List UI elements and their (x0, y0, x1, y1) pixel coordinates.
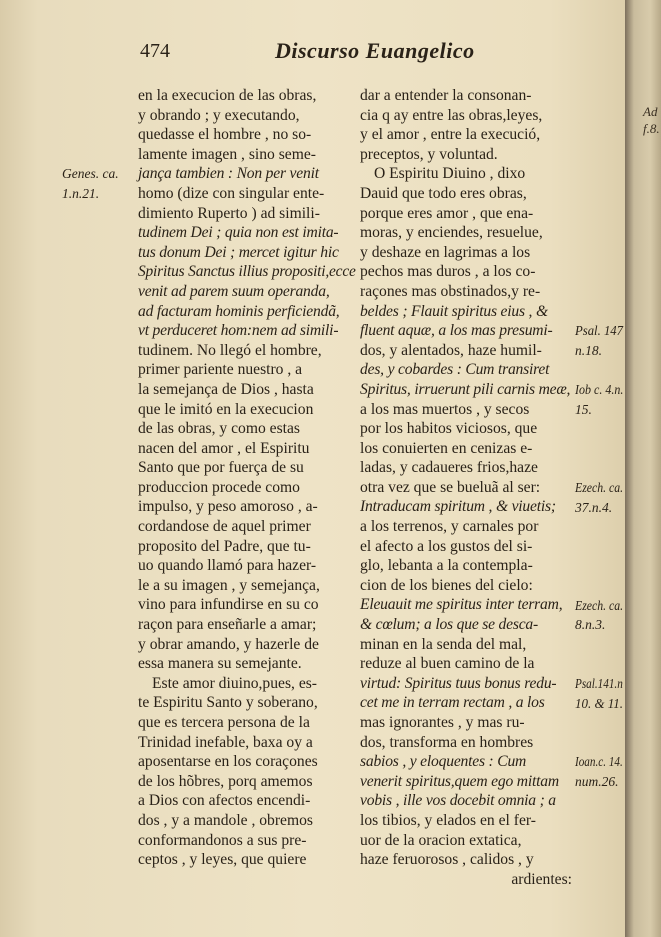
text-line: los conuierten en cenizas e- (360, 439, 533, 457)
text-line: por los habitos viciosos, que (360, 420, 538, 438)
text-line: glo, lebanta a la contempla- (360, 557, 533, 575)
text-line: el afecto a los gustos del si- (360, 537, 533, 555)
text-line: venerit spiritus,quem ego mittam (360, 772, 559, 790)
page-number: 474 (140, 40, 170, 62)
text-line: de los hõbres, porq amemos (138, 772, 313, 790)
text-line: quedasse el hombre , no so- (138, 126, 312, 144)
text-line: vt perduceret hom:nem ad simili- (138, 322, 339, 340)
text-line: & cœlum; a los que se desca- (360, 616, 539, 634)
margin-reference: n.18. (575, 342, 602, 358)
text-line: cet me in terram rectam , a los (360, 694, 545, 712)
text-line: essa manera su semejante. (138, 655, 302, 673)
text-line: pechos mas duros , a los co- (360, 263, 536, 281)
text-line: uor de la oracion extatica, (360, 831, 522, 849)
text-line: ardientes: (511, 870, 572, 888)
text-line: dos , y a mandole , obremos (138, 811, 313, 829)
text-line: y el amor , entre la execució, (360, 126, 541, 144)
text-line: nacen del amor , el Espiritu (138, 439, 310, 457)
text-line: le a su imagen , y semejança, (138, 576, 320, 594)
text-line: dimiento Ruperto ) ad simili- (138, 204, 320, 222)
margin-reference: Psal. 147 (575, 323, 624, 339)
facing-page-text: Ad (643, 104, 658, 119)
text-line: y obrar amando, y hazerle de (138, 635, 319, 653)
margin-reference: 8.n.3. (575, 617, 606, 633)
text-line: Dauid que todo eres obras, (360, 184, 527, 202)
text-line: mas ignorantes , y mas ru- (360, 714, 525, 731)
text-line: te Espiritu Santo y soberano, (138, 694, 318, 712)
margin-reference: 37.n.4. (575, 499, 613, 515)
text-line: vobis , ille vos docebit omnia ; a (360, 792, 556, 810)
text-line: lamente imagen , sino seme- (138, 145, 316, 163)
text-line: ad facturam hominis perficiendã, (138, 302, 340, 320)
margin-reference: num.26. (575, 774, 619, 789)
text-line: en la execucion de las obras, (138, 87, 317, 104)
text-line: produccion procede como (138, 478, 300, 496)
text-line: O Espiritu Diuino , dixo (374, 165, 526, 183)
facing-page-text: f.8. (643, 121, 660, 136)
facing-page-edge (625, 0, 661, 937)
text-line: primer pariente nuestro , a (138, 361, 303, 379)
text-line: conformandonos a sus pre- (138, 831, 307, 849)
text-line: haze feruorosos , calidos , y (360, 851, 534, 869)
right-text-column (360, 86, 572, 889)
text-line: beldes ; Flauit spiritus eius , & (360, 302, 548, 320)
text-line: dos, y alentados, haze humil- (360, 341, 542, 359)
text-line: uo quando llamó para hazer- (138, 557, 317, 575)
text-line: cion de los bienes del cielo: (360, 576, 533, 594)
margin-reference: Ioan.c. 14. (575, 754, 623, 770)
text-line: vino para infundirse en su co (138, 596, 319, 614)
text-line: raçones mas obstinados,y re- (360, 282, 541, 300)
text-line: sabios , y eloquentes : Cum (360, 753, 527, 771)
text-line: proposito del Padre, que tu- (138, 537, 311, 555)
running-head: Discurso Euangelico (275, 38, 475, 63)
margin-reference: Ezech. ca. (575, 597, 624, 613)
text-line: moras, y enciendes, resuelue, (360, 224, 543, 242)
text-line: y deshaze en lagrimas a los (360, 243, 531, 261)
left-text-column (138, 86, 356, 870)
text-line: tudinem. No llegó el hombre, (138, 341, 322, 359)
text-line: Spiritus, irruerunt pili carnis meæ, (360, 380, 571, 398)
margin-reference: Psal.141.n (575, 676, 623, 691)
text-line: Este amor diuino,pues, es- (152, 674, 317, 692)
text-line: impulso, y peso amoroso , a- (138, 498, 318, 516)
text-line: homo (dize con singular ente- (138, 184, 325, 202)
text-line: preceptos, y voluntad. (360, 145, 498, 163)
text-line: Intraducam spiritum , & viuetis; (360, 498, 556, 516)
text-line: que es tercera persona de la (138, 714, 310, 731)
text-line: tus donum Dei ; mercet igitur hic (138, 243, 339, 261)
text-line: a los mas muertos , y secos (360, 400, 530, 418)
text-line: jança tambien : Non per venit (138, 165, 319, 183)
text-line: y obrando ; y executando, (138, 106, 300, 124)
text-line: reduze al buen camino de la (360, 655, 535, 673)
margin-reference: Genes. ca. (62, 166, 119, 182)
text-line: tudinem Dei ; quia non est imita- (138, 224, 339, 242)
text-line: Eleuauit me spiritus inter terram, (360, 596, 563, 614)
text-line: fluent aquæ, a los mas presumi- (360, 322, 553, 340)
text-line: porque eres amor , que ena- (360, 204, 534, 222)
text-line: de las obras, y como estas (138, 420, 300, 438)
text-line: cia q ay entre las obras,leyes, (360, 106, 543, 124)
text-line: dar a entender la consonan- (360, 87, 532, 104)
text-line: dos, transforma en hombres (360, 733, 534, 751)
margin-reference: Iob c. 4.n. (575, 382, 624, 397)
text-line: minan en la senda del mal, (360, 635, 527, 653)
text-line: virtud: Spiritus tuus bonus redu- (360, 674, 557, 692)
text-line: otra vez que se bueluã al ser: (360, 478, 541, 496)
text-line: des, y cobardes : Cum transiret (360, 361, 550, 379)
text-line: Spiritus Sanctus illius propositi,ecce (138, 263, 356, 281)
text-line: aposentarse en los coraçones (138, 753, 318, 771)
margin-reference: 1.n.21. (62, 186, 100, 201)
text-line: Trinidad inefable, baxa oy a (138, 733, 313, 751)
margin-reference: 15. (575, 401, 592, 417)
text-line: ladas, y cadaueres frios,haze (360, 459, 538, 477)
text-line: cordandose de aquel primer (138, 518, 311, 536)
text-line: Santo que por fuerça de su (138, 459, 304, 477)
text-line: a Dios con afectos encendi- (138, 792, 311, 810)
text-line: la semejança de Dios , hasta (138, 380, 314, 398)
text-line: venit ad parem suum operanda, (138, 282, 330, 300)
text-line: raçon para enseñarle a amar; (138, 616, 317, 634)
text-line: a los terrenos, y carnales por (360, 518, 539, 536)
text-line: los tibios, y elados en el fer- (360, 811, 536, 829)
margin-reference: Ezech. ca. (575, 480, 624, 495)
text-line: ceptos , y leyes, que quiere (138, 851, 307, 869)
margin-reference: 10. & 11. (575, 695, 623, 711)
text-line: que le imitó en la execucion (138, 400, 314, 418)
